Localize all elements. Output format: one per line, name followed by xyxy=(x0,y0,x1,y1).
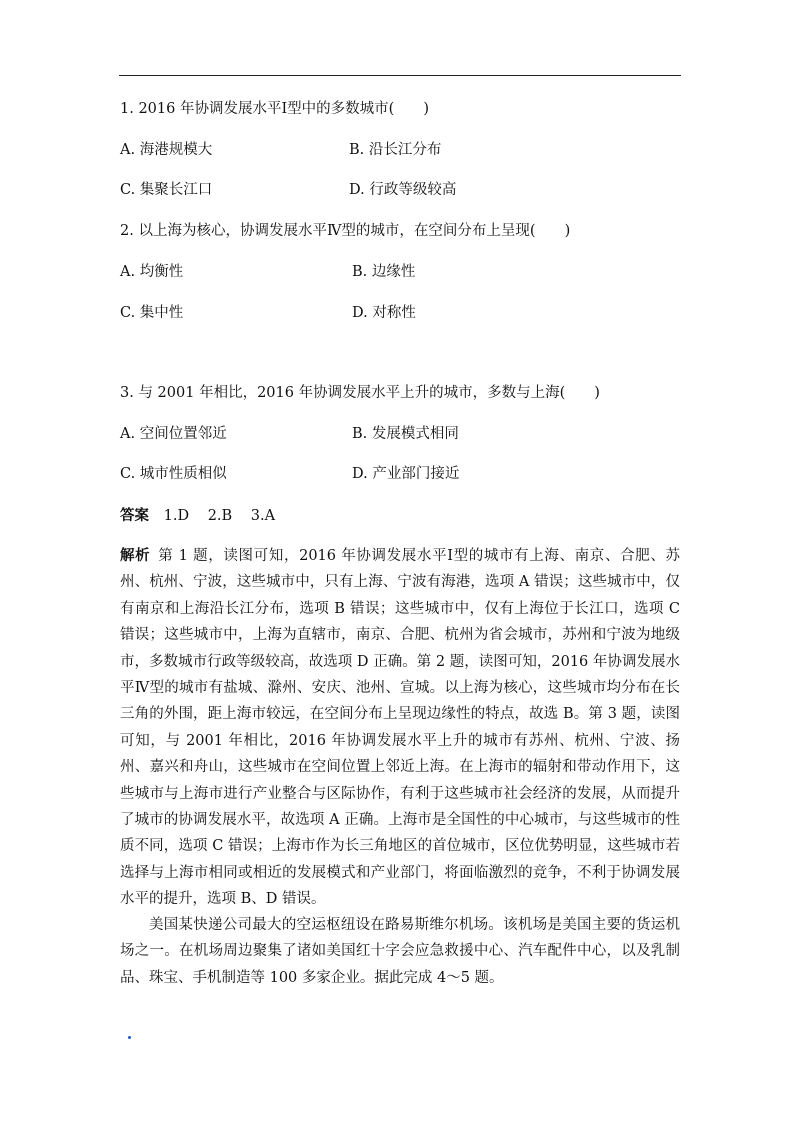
question-2-option-c[interactable]: C. 集中性 xyxy=(120,305,184,321)
question-2-option-d[interactable]: D. 对称性 xyxy=(352,305,416,321)
passage-paragraph: 美国某快递公司最大的空运枢纽设在路易斯维尔机场。该机场是美国主要的货运机场之一。在机场周边聚集了诸如美国红十字会应急救援中心、汽车配件中心，以及乳制品、珠宝、手机制造等 100 多家企业。据此完成 4～5 题。 xyxy=(120,917,680,986)
analysis-label: 解析 xyxy=(120,547,151,564)
question-2-stem: 2. 以上海为核心，协调发展水平Ⅳ型的城市，在空间分布上呈现( ) xyxy=(120,223,571,239)
question-1-option-b[interactable]: B. 沿长江分布 xyxy=(349,142,442,158)
analysis-paragraph xyxy=(120,543,680,913)
question-1-stem: 1. 2016 年协调发展水平Ⅰ型中的多数城市( ) xyxy=(120,101,429,117)
question-3-option-a[interactable]: A. 空间位置邻近 xyxy=(120,426,227,442)
question-1-option-a[interactable]: A. 海港规模大 xyxy=(120,142,213,158)
answer-label: 答案 xyxy=(120,507,149,524)
answer-line xyxy=(120,504,289,525)
decorative-dot xyxy=(128,1036,131,1039)
question-3-stem: 3. 与 2001 年相比，2016 年协调发展水平上升的城市，多数与上海( ) xyxy=(120,385,600,401)
question-2-option-b[interactable]: B. 边缘性 xyxy=(352,264,416,280)
question-2-option-a[interactable]: A. 均衡性 xyxy=(120,264,184,280)
question-3-option-d[interactable]: D. 产业部门接近 xyxy=(352,466,460,482)
header-rule xyxy=(119,75,681,76)
question-1-option-d[interactable]: D. 行政等级较高 xyxy=(349,182,457,198)
answer-item-3: 3.A xyxy=(250,508,276,524)
answer-item-1: 1.D xyxy=(163,508,190,524)
question-1-option-c[interactable]: C. 集聚长江口 xyxy=(120,182,213,198)
question-3-option-c[interactable]: C. 城市性质相似 xyxy=(120,466,227,482)
answer-item-2: 2.B xyxy=(207,508,233,524)
analysis-text: 第 1 题，读图可知，2016 年协调发展水平Ⅰ型的城市有上海、南京、合肥、苏州、杭州、宁波，这些城市中，只有上海、宁波有海港，选项 A 错误；这些城市中，仅有南京和上海沿长江分布，选项 B 错误；这些城市中，仅有上海位于长江口，选项 C 错误；这些城市中，上海为直辖市，南京、合肥、杭州为省会城市，苏州和宁波为地级市，多数城市行政等级较高，故选项 D 正确。第 2 题，读图可知，2016 年协调发展水平Ⅳ型的城市有盐城、滁州、安庆、池州、宣城。以上海为核心，这些城市均分布在长三角的外围，距上海市较远，在空间分布上呈现边缘性的特点，故选 B。第 3 题，读图可知，与 2001 年相比，2016 年协调发展水平上升的城市有苏州、杭州、宁波、扬州、嘉兴和舟山，这些城市在空间位置上邻近上海。在上海市的辐射和带动作用下，这些城市与上海市进行产业整合与区际协作，有利于这些城市社会经济的发展，从而提升了城市的协调发展水平，故选项 A 正确。上海市是全国性的中心城市，与这些城市的性质不同，选项 C 错误；上海市作为长三角地区的首位城市，区位优势明显，这些城市若选择与上海市相同或相近的发展模式和产业部门，将面临激烈的竞争，不利于协调发展水平的提升，选项 B、D 错误。 xyxy=(120,548,680,908)
question-3-option-b[interactable]: B. 发展模式相同 xyxy=(352,426,459,442)
